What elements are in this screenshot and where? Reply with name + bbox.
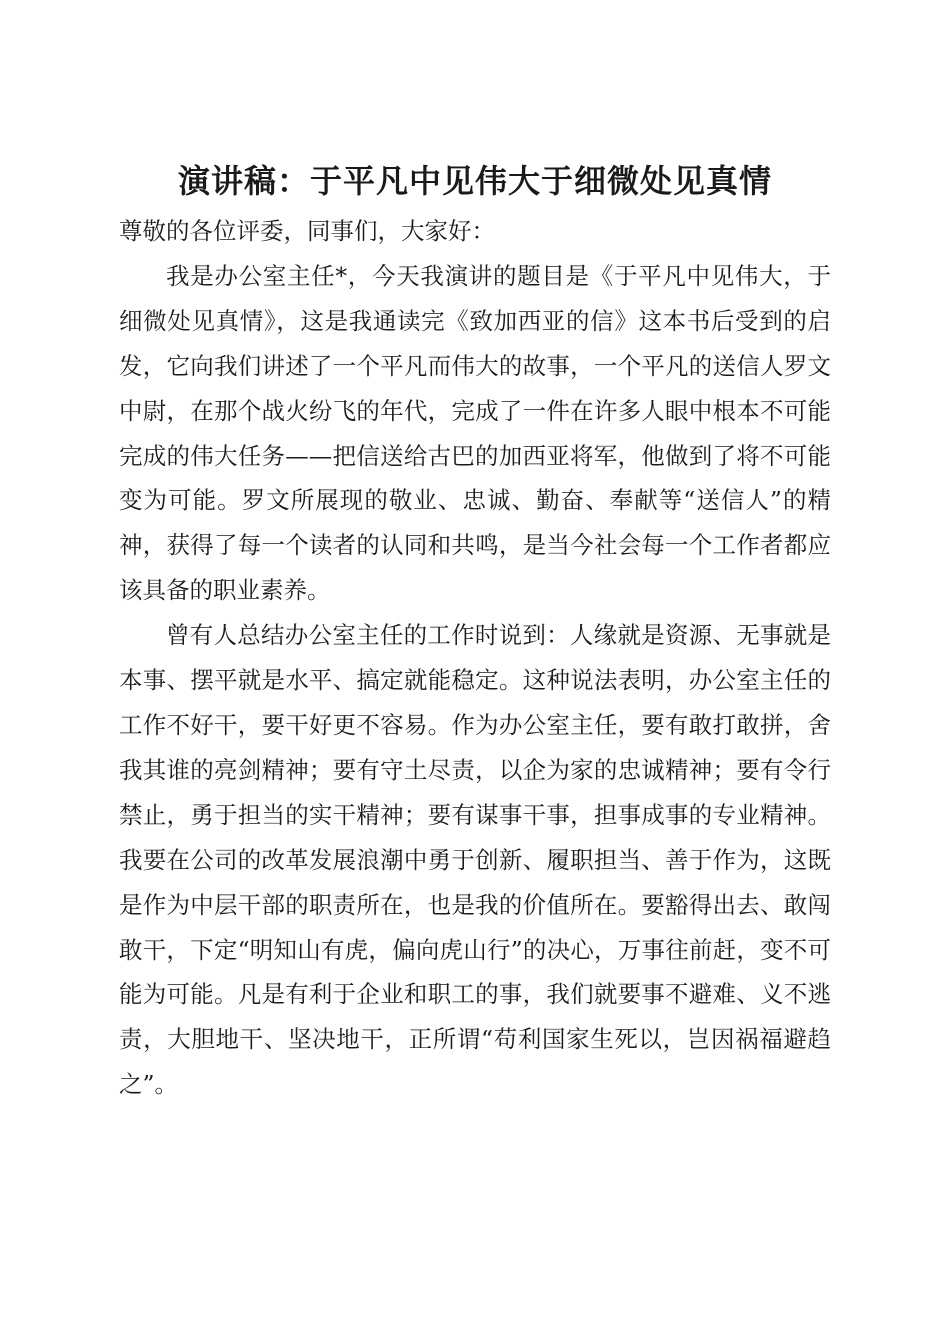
document-body <box>119 209 831 1107</box>
salutation: 尊敬的各位评委，同事们，大家好： <box>119 217 495 245</box>
document-title: 演讲稿：于平凡中见伟大于细微处见真情 <box>177 162 772 201</box>
paragraph-duties: 曾有人总结办公室主任的工作时说到：人缘就是资源、无事就是本事、摆平就是水平、搞定就能稳定。这种说法表明，办公室主任的工作不好干，要干好更不容易。作为办公室主任，要有敢打敢拼，舍我其谁的亮剑精神；要有守土尽责，以企为家的忠诚精神；要有令行禁止，勇于担当的实干精神；要有谋事干事，担事成事的专业精神。我要在公司的改革发展浪潮中勇于创新、履职担当、善于作为，这既是作为中层干部的职责所在，也是我的价值所在。要豁得出去、敢闯敢干，下定“明知山有虎，偏向虎山行”的决心，万事往前赶，变不可能为可能。凡是有利于企业和职工的事，我们就要事不避难、义不逃责，大胆地干、坚决地干，正所谓“苟利国家生死以，岂因祸福避趋之”。 <box>119 621 831 1099</box>
paragraph-intro: 我是办公室主任*，今天我演讲的题目是《于平凡中见伟大，于细微处见真情》，这是我通读完《致加西亚的信》这本书后受到的启发，它向我们讲述了一个平凡而伟大的故事，一个平凡的送信人罗文中尉，在那个战火纷飞的年代，完成了一件在许多人眼中根本不可能完成的伟大任务——把信送给古巴的加西亚将军，他做到了将不可能变为可能。罗文所展现的敬业、忠诚、勤奋、奉献等“送信人”的精神，获得了每一个读者的认同和共鸣，是当今社会每一个工作者都应该具备的职业素养。 <box>119 261 831 605</box>
